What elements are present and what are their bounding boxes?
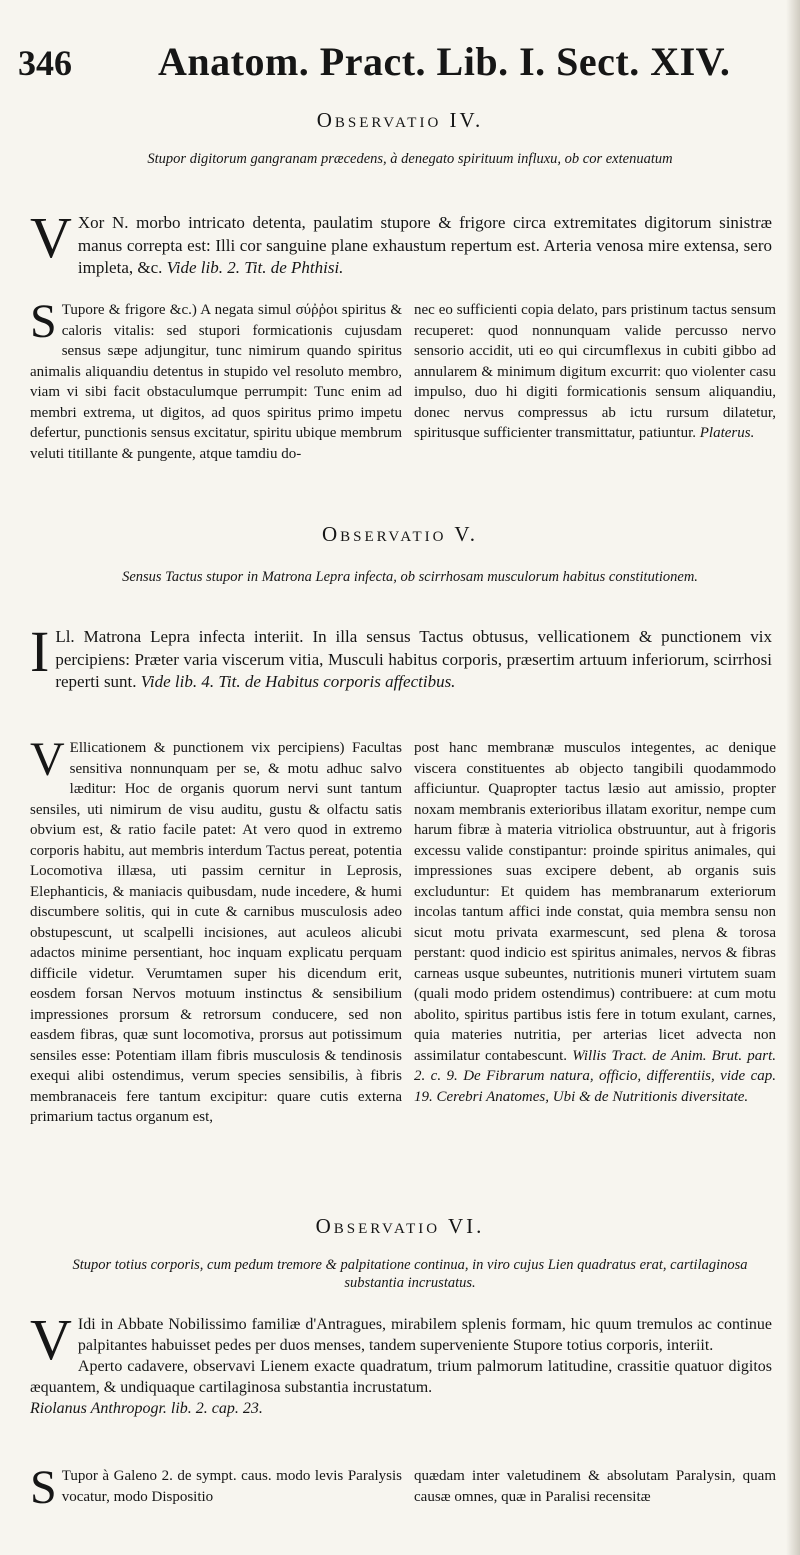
observation-4-reference: Vide lib. 2. Tit. de Phthisi. [166, 258, 344, 277]
comment-text: nec eo sufficienti copia delato, pars pristinum tactus sensum recuperet: quod nonnunquam valide percusso nervo sensorio accidit, uti eo qui circumflexus in cubiti gibbo ad annularem & minimum digitum excurrit: quo violenter casu impulso, duo hi digiti formicationis sensum aliquandiu, donec nervus compressus ab ictu rursum dilatetur, spiritusque sufficienter transmittatur, patiuntur. [414, 302, 776, 441]
observation-6-body [30, 1307, 772, 1419]
page-edge-shadow [786, 0, 800, 1555]
comment-text: quædam inter valetudinem & absolutam Paralysin, quam causæ omnes, quæ in Paralisi recensitæ [414, 1468, 776, 1505]
observation-4-subtitle: Stupor digitorum gangranam præcedens, à denegato spirituum influxu, ob cor extenuatum [147, 151, 673, 167]
drop-cap: S [30, 295, 57, 348]
running-head [18, 38, 780, 88]
observation-6-subtitle: Stupor totius corporis, cum pedum tremore & palpitatione continua, in viro cujus Lien quadratus erat, cartilaginosa substantia incrustatus. [72, 1257, 748, 1291]
comment-text: post hanc membranæ musculos integentes, ac denique viscera constituentes ab objecto tangibili quodammodo afficiuntur. Quapropter tactus læsio aut amissio, propter noxam membranis exterioribus illatam exoritur, nempe cum harum fibræ à materia vitriolica obstruuntur, aut à frigoris excessu valide constipantur: proinde spiritus animales, qui impressiones suas excipere debent, ab organis suis excluduntur: Et quidem has membranarum exteriorum incolas tantum affici inde constat, quia membra sensu non sicut motu privata exarmescunt, sed plena & torosa perstant: quod indicio est spiritus animales, nervos & fibras carneas usque subeuntes, nutritionis muneri virtutem suam (quali modo pridem ostendimus) contribuere: at cum motu abolito, spiritus partibus istis fere in totum exulant, carnes, quia materies nutritia, per arterias licet advecta non assimilatur contabescunt. [414, 740, 776, 1064]
observation-5-heading: Observatio V. [321, 522, 479, 546]
observation-5-reference: Vide lib. 4. Tit. de Habitus corporis affectibus. [140, 672, 456, 691]
observation-5-comment-left [30, 733, 402, 1128]
drop-cap: V [30, 733, 65, 786]
drop-cap: V [30, 205, 72, 270]
comment-text: Ellicationem & punctionem vix percipiens) Facultas sensitiva nonnunquam per se, & motu adhuc salvo læditur: Hoc de organis quorum nervi sunt tantum sensiles, uti nimirum de visu auditu, gustu & olfactu satis obvium est, & ratio facile patet: At vero quod in extremo corporis habitu, aut membris interdum Tactus pereat, potentia Locomotiva illæsa, uti passim cernitur in Leprosis, Elephanticis, & maniacis quibusdam, nude incedere, & humi discumbere solitis, qui in cute & carnibus musculosis adeo obstupescunt, ut scalpelli incisiones, aut aculeos alicubi adactos minime persentiant, hoc inquam explicatu perquam difficile videtur. Verumtamen super his dicendum erit, eosdem forsan Nervos motuum instinctus & sensibilium impressiones prorsum & retrorsum conducere, sed non easdem fibras, quæ sunt locomotiva, prorsus aut potissimum sensiles esse: Potentiam illam fibris musculosis & tendinosis exequi alibi ostendimus, verum species sensibilis, à fibris membranaceis fere tantum excipitur: quare cutis externa primarium tactus organum est, [30, 740, 402, 1125]
observation-4-text: Xor N. morbo intricato detenta, paulatim stupore & frigore circa extremitates digitorum sinistræ manus correpta est: Illi cor sanguine plane exhaustum repertum est. Arteria venosa mire extensa, sero impleta, &c. [77, 213, 772, 277]
observation-6-comment-left [30, 1461, 402, 1514]
observation-5-body [30, 619, 772, 694]
page-number: 346 [18, 43, 72, 83]
observation-5-comment-right [414, 738, 776, 1107]
running-title: Anatom. Pract. Lib. I. Sect. XIV. [158, 39, 731, 84]
observation-4-comment-right [414, 300, 776, 444]
observation-5-text: Ll. Matrona Lepra infecta interiit. In illa sensus Tactus obtusus, vellicationem & punctionem vix percipiens: Præter varia viscerum vitia, Musculi habitus corporis, præsertim artuum inferiorum, scirrhosi reperti sunt. [55, 627, 772, 691]
drop-cap: S [30, 1461, 57, 1514]
observation-5-subtitle: Sensus Tactus stupor in Matrona Lepra infecta, ob scirrhosam musculorum habitus constitutionem. [122, 569, 698, 585]
observation-6-text-2: Aperto cadavere, observavi Lienem exacte quadratum, trium palmorum latitudine, crassitie quatuor digitos æquantem, & undiquaque cartilaginosa substantia incrustatum. [30, 1358, 772, 1396]
observation-6-comment-right [414, 1466, 776, 1507]
observation-6-reference: Riolanus Anthropogr. lib. 2. cap. 23. [30, 1400, 263, 1417]
observation-4-comment-left [30, 295, 402, 464]
drop-cap: I [30, 619, 50, 684]
comment-text: Tupor à Galeno 2. de sympt. caus. modo levis Paralysis vocatur, modo Dispositio [61, 1468, 402, 1505]
observation-6-heading: Observatio VI. [315, 1214, 485, 1238]
observation-4-body [30, 205, 772, 280]
comment-reference: Willis Tract. de Anim. Brut. part. 2. c. 9. De Fibrarum natura, officio, differentiis, vide cap. 19. Cerebri Anatomes, Ubi & de Nutritionis diversitate. [414, 1047, 776, 1105]
comment-text: Tupore & frigore &c.) A negata simul σύῤῥοι spiritus & caloris vitalis: sed stupori formicationis cujusdam sensus sæpe adjungitur, tunc nimirum quando spiritus animalis aliquandiu detentus in stupido vel resoluto membro, viam vi sibi facit obstaculumque perrumpit: Tunc enim ad membri extrema, ut digitos, ad quos spiritus primo impetu defertur, punctionis sensus excitatur, spiritu ubique membrum veluti titillante & pungente, atque tamdiu do- [30, 302, 402, 462]
comment-reference: Platerus. [699, 425, 755, 441]
observation-4-heading: Observatio IV. [316, 108, 484, 132]
drop-cap: V [30, 1307, 72, 1372]
observation-6-text: Idi in Abbate Nobilissimo familiæ d'Antragues, mirabilem splenis formam, hic quum tremulos ac continue palpitantes habuisset pedes per duos menses, tandem superveniente Stupore totius corporis, interiit. [77, 1316, 772, 1354]
